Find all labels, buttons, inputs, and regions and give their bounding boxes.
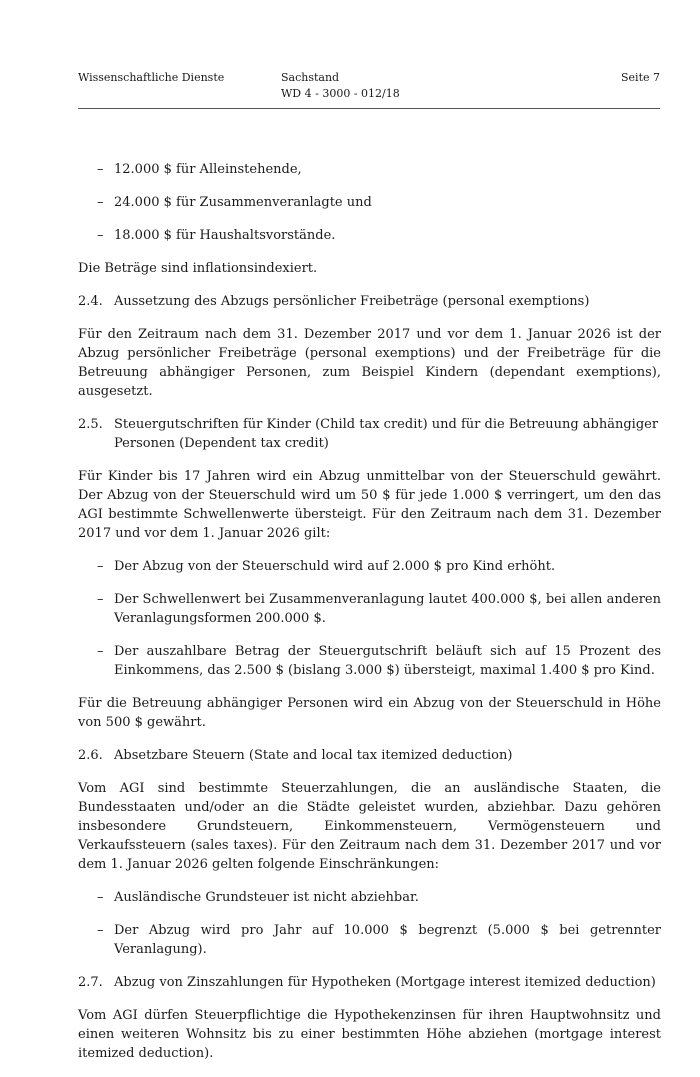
- section-title: Abzug von Zinszahlungen für Hypotheken (Mortgage interest itemized deduction): [114, 975, 656, 990]
- dash-marker: –: [97, 195, 104, 210]
- paragraph: Für Kinder bis 17 Jahren wird ein Abzug unmittelbar von der Steuerschuld gewährt. Der Abzug von der Steuerschuld wird um 50 $ für jede 1.000 $ verringert, um den das AGI bestimmte Schwellenwerte übersteigt. Für den Zeitraum nach dem 31. Dezember 2017 und vor dem 1. Januar 2026 gilt:: [78, 469, 661, 541]
- dash-marker: –: [97, 923, 104, 938]
- list-item: [78, 642, 661, 680]
- list-item: [78, 590, 661, 628]
- list-item: [78, 557, 661, 576]
- list-item: [78, 226, 661, 245]
- paragraph: Für den Zeitraum nach dem 31. Dezember 2017 und vor dem 1. Januar 2026 ist der Abzug persönlicher Freibeträge (personal exemptions) und der Freibeträge für die Betreuung abhängiger Personen, zum Beispiel Kindern (dependant exemptions), ausgesetzt.: [78, 327, 661, 399]
- section-title: Absetzbare Steuern (State and local tax itemized deduction): [114, 748, 513, 763]
- section-title: Aussetzung des Abzugs persönlicher Freibeträge (personal exemptions): [114, 294, 590, 309]
- section-number: 2.7.: [78, 975, 103, 990]
- section-heading-2-5: [78, 415, 661, 453]
- dash-marker: –: [97, 162, 104, 177]
- dash-marker: –: [97, 644, 104, 659]
- paragraph: Vom AGI sind bestimmte Steuerzahlungen, die an ausländische Staaten, die Bundesstaaten und/oder an die Städte geleistet wurden, abziehbar. Dazu gehören insbesondere Grundsteuern, Einkommensteuern, Vermögensteuern und Verkaufssteuern (sales taxes). Für den Zeitraum nach dem 31. Dezember 2017 und vor dem 1. Januar 2026 gelten folgende Einschränkungen:: [78, 781, 661, 872]
- list-item-text: Ausländische Grundsteuer ist nicht abziehbar.: [114, 890, 419, 905]
- paragraph: Für die Betreuung abhängiger Personen wird ein Abzug von der Steuerschuld in Höhe von 500 $ gewährt.: [78, 696, 661, 730]
- dash-marker: –: [97, 592, 104, 607]
- list-item: [78, 160, 661, 179]
- dash-marker: –: [97, 890, 104, 905]
- section-heading-2-4: [78, 292, 661, 311]
- header-rule: [78, 108, 660, 109]
- paragraph: Vom AGI dürfen Steuerpflichtige die Hypothekenzinsen für ihren Hauptwohnsitz und einen weiteren Wohnsitz bis zu einer bestimmten Höhe abziehen (mortgage interest itemized deduction).: [78, 1008, 661, 1061]
- list-item-text: 12.000 $ für Alleinstehende,: [114, 162, 302, 177]
- dash-marker: –: [97, 559, 104, 574]
- header-department: Wissenschaftliche Dienste: [78, 71, 225, 84]
- header-doc-number: WD 4 - 3000 - 012/18: [281, 87, 400, 100]
- list-item-text: Der auszahlbare Betrag der Steuergutschrift beläuft sich auf 15 Prozent des Einkommens, das 2.500 $ (bislang 3.000 $) übersteigt, maximal 1.400 $ pro Kind.: [114, 644, 661, 678]
- list-item-text: Der Schwellenwert bei Zusammenveranlagung lautet 400.000 $, bei allen anderen Veranlagungsformen 200.000 $.: [114, 592, 661, 626]
- dash-marker: –: [97, 228, 104, 243]
- header-page-number: Seite 7: [621, 71, 660, 84]
- list-item: [78, 888, 661, 907]
- list-item-text: Der Abzug wird pro Jahr auf 10.000 $ begrenzt (5.000 $ bei getrennter Veranlagung).: [114, 923, 661, 957]
- section-heading-2-7: [78, 973, 661, 992]
- section-heading-2-6: [78, 746, 661, 765]
- header-doc-type: Sachstand: [281, 71, 340, 84]
- section-title: Steuergutschriften für Kinder (Child tax credit) und für die Betreuung abhängiger Personen (Dependent tax credit): [114, 417, 659, 451]
- page-header: [78, 70, 660, 110]
- section-number: 2.4.: [78, 294, 103, 309]
- list-item-text: 18.000 $ für Haushaltsvorstände.: [114, 228, 336, 243]
- paragraph-inflation: Die Beträge sind inflationsindexiert.: [78, 261, 318, 276]
- header-doc-info: [281, 70, 400, 102]
- section-number: 2.6.: [78, 748, 103, 763]
- list-item-text: Der Abzug von der Steuerschuld wird auf 2.000 $ pro Kind erhöht.: [114, 559, 556, 574]
- list-item: [78, 921, 661, 959]
- section-number: 2.5.: [78, 417, 103, 432]
- list-item-text: 24.000 $ für Zusammenveranlagte und: [114, 195, 372, 210]
- list-item: [78, 193, 661, 212]
- document-body: [78, 160, 661, 1077]
